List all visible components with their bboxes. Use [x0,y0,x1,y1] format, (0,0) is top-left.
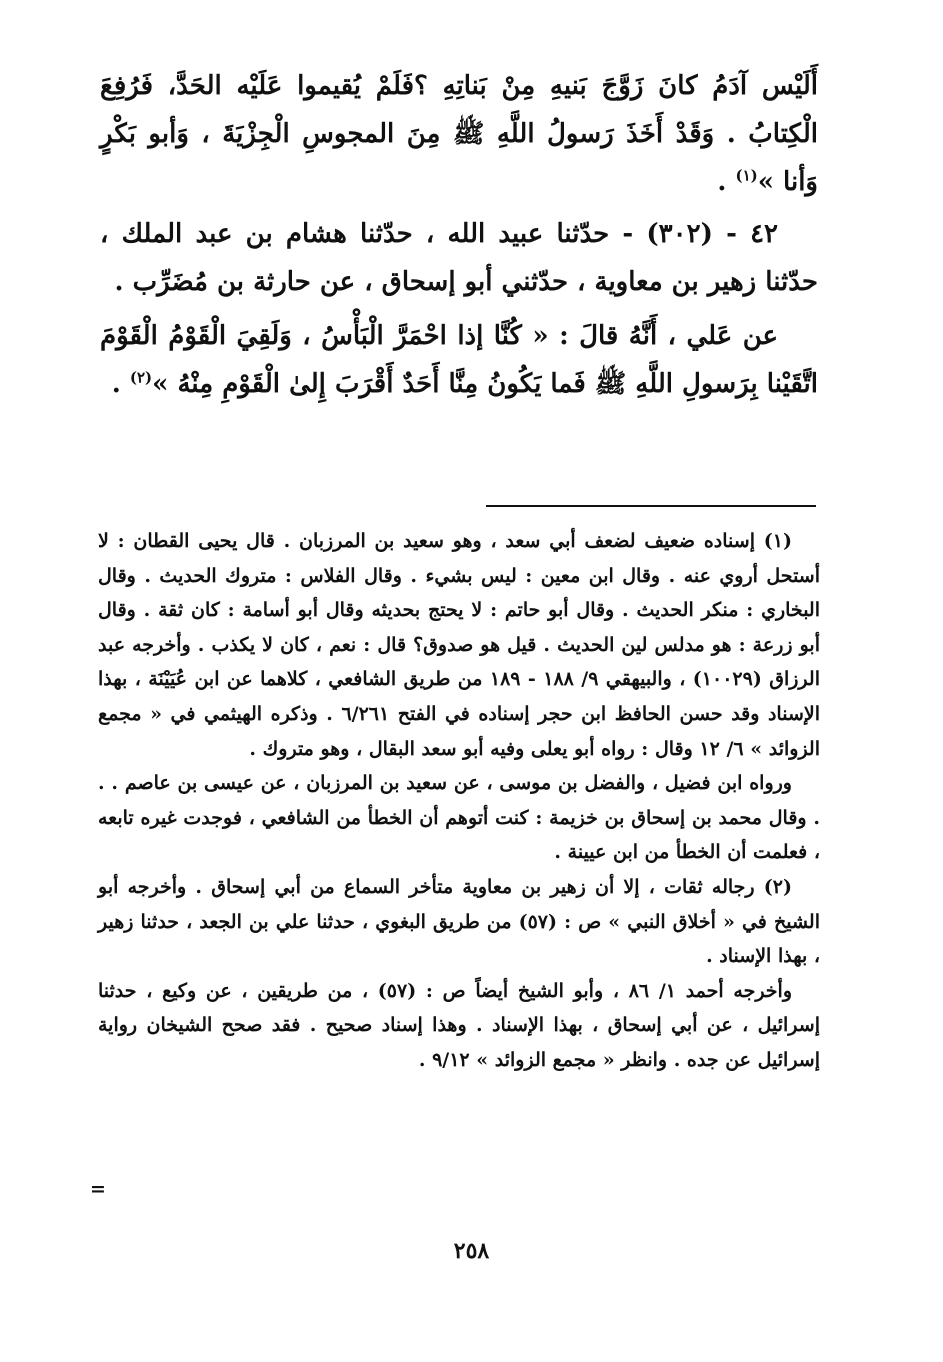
main-text [100,62,818,408]
previous-hadith-end: . [717,167,736,197]
previous-hadith-text: أَلَيْس آدَمُ كانَ زَوَّجَ بَنيهِ مِنْ بَناتِهِ ؟فَلَمْ يُقيموا عَلَيْه الحَدَّ، فَرُفِعَ الْكِتابُ . وَقَدْ أَخَذَ رَسولُ اللَّهِ ﷺ مِنَ المجوسِ الْجِزْيَةَ ، وَأبو بَكْرٍ وَأنا » [100,71,818,197]
footnote-ref-2: (٢) [129,368,153,387]
footnote-separator [486,505,816,507]
matn-text: عن عَلي ، أَنَّهُ قالَ : « كُنَّا إذا احْمَرَّ الْبَأْسُ ، وَلَقِيَ الْقَوْمُ الْقَوْمَ اتَّقَيْنا بِرَسولِ اللَّهِ ﷺ فَما يَكُونُ مِنَّا أَحَدٌ أَقْرَبَ إِلىٰ الْقَوْمِ مِنْهُ » [100,321,818,399]
hadith-number: ٤٢ - (٣٠٢) - [609,219,778,249]
footnote-2: (٢) رجاله ثقات ، إلا أن زهير بن معاوية متأخر السماع من أبي إسحاق . وأخرجه أبو الشيخ في « أخلاق النبي » ص : (٥٧) من طريق البغوي ، حدثنا علي بن الجعد ، حدثنا زهير ، بهذا الإسناد . [98,875,820,968]
matn-end: . [111,369,130,399]
footnote-1: (١) إسناده ضعيف لضعف أبي سعد ، وهو سعيد بن المرزبان . قال يحيى القطان : لا أستحل أروي عنه . وقال ابن معين : ليس بشيء . وقال الفلاس : متروك الحديث . وقال البخاري : منكر الحديث . وقال أبو حاتم : لا يحتج بحديثه وقال أبو أسامة : كان ثقة . وقال أبو زرعة : هو مدلس لين الحديث . قيل هو صدوق؟ قال : نعم ، كان لا يكذب . وأخرجه عبد الرزاق (١٠٠٢٩) ، والبيهقي ٩/ ١٨٨ - ١٨٩ من طريق الشافعي ، كلاهما عن ابن عُيَيْنَة ، بهذا الإسناد وقد حسن الحافظ ابن حجر إسناده في الفتح ٦/٢٦١ . وذكره الهيثمي في « مجمع الزوائد » ٦/ ١٢ وقال : رواه أبو يعلى وفيه أبو سعد البقال ، وهو متروك . [98,530,820,760]
previous-hadith-continuation [100,62,818,206]
hadith-matn [100,312,818,408]
hadith-chain [100,210,818,306]
footnote-ref-1: (١) [735,166,758,185]
hadith-isnad: حدّثنا عبيد الله ، حدّثنا هشام بن عبد الملك ، حدّثنا زهير بن معاوية ، حدّثني أبو إسحاق ، عن حارثة بن مُضَرِّب . [100,219,818,297]
footnote-2-continued: وأخرجه أحمد ١/ ٨٦ ، وأبو الشيخ أيضاً ص : (٥٧) ، من طريقين ، عن وكيع ، حدثنا إسرائيل ، عن أبي إسحاق ، بهذا الإسناد . وهذا إسناد صحيح . فقد صحح الشيخان رواية إسرائيل عن جده . وانظر « مجمع الزوائد » ٩/١٢ . [98,979,820,1071]
footnotes [98,524,820,1078]
footnote-1-continued: ورواه ابن فضيل ، والفضل بن موسى ، عن سعيد بن المرزبان ، عن عيسى بن عاصم . . . وقال محمد بن إسحاق بن خزيمة : كنت أتوهم أن الخطأ من الشافعي ، فوجدت غيره تابعه ، فعلمت أن الخطأ من ابن عيينة . [98,772,820,864]
continuation-mark: = [90,1178,106,1200]
page-number: ٢٥٨ [453,1238,490,1264]
